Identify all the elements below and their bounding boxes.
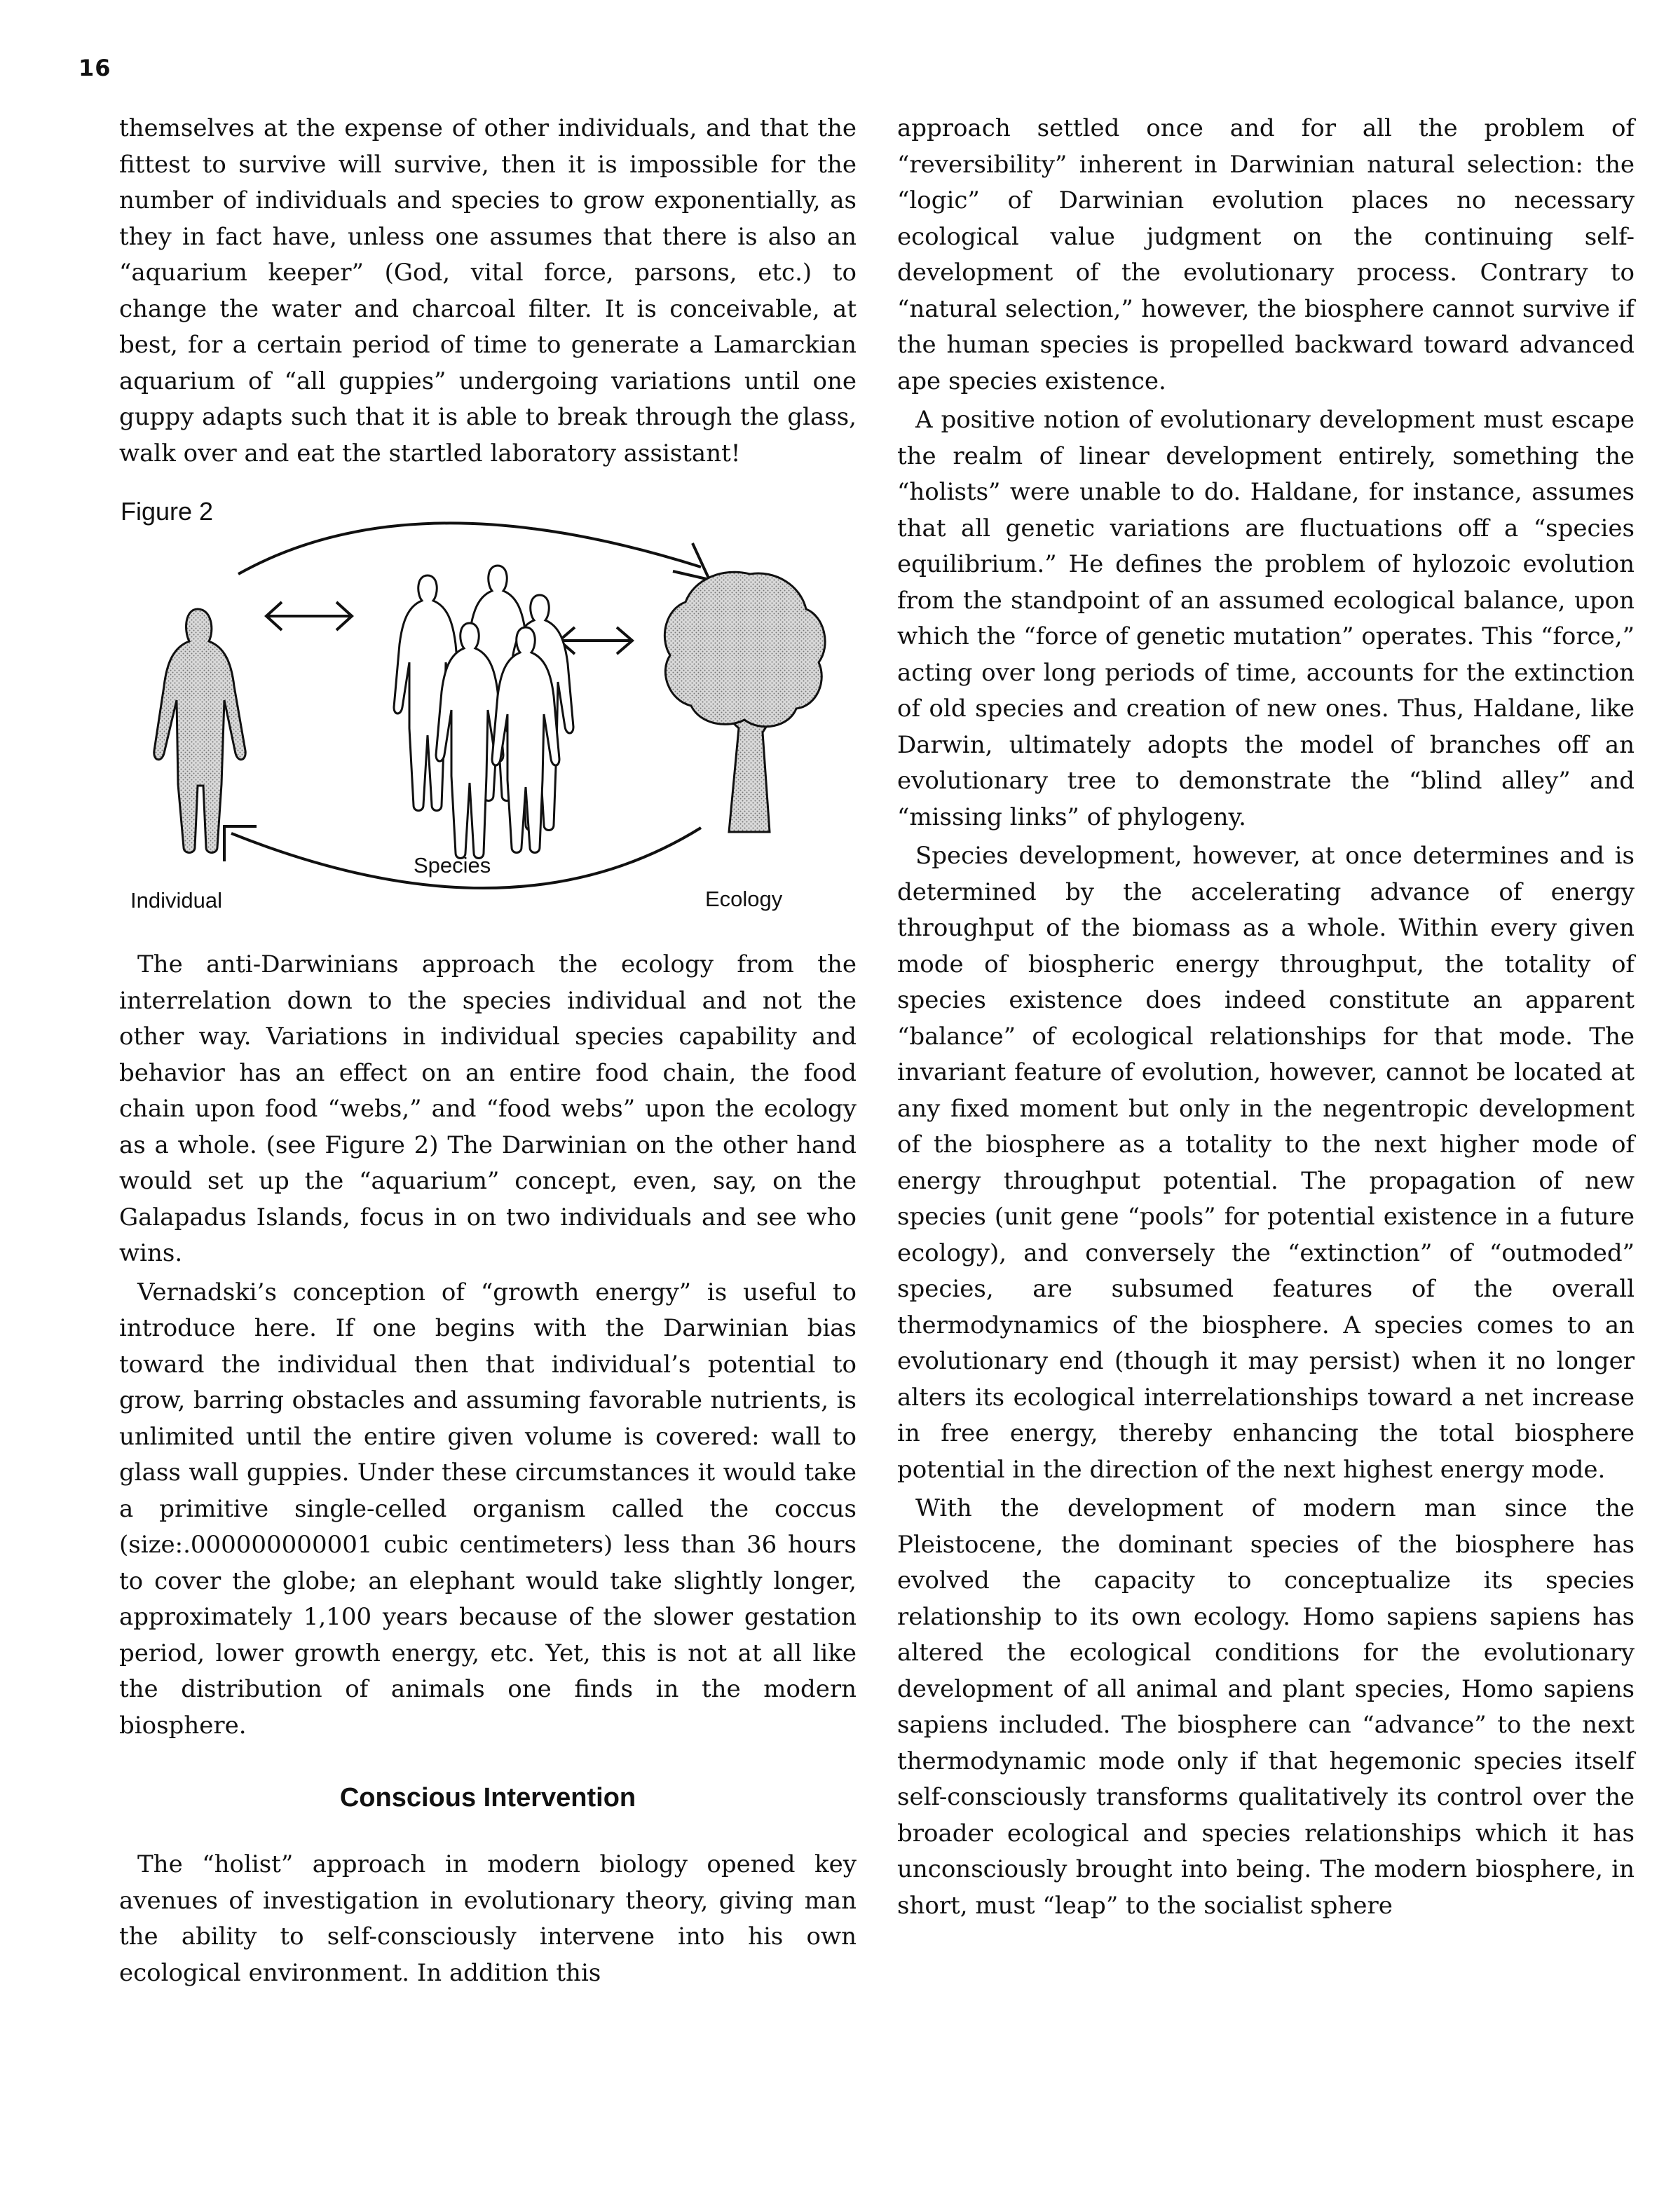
section-heading: Conscious Intervention xyxy=(339,1783,636,1812)
body-paragraph: Species development, however, at once determines and is determined by the accelerating advance of energy throughput of the biomass as a whole. Within every given mode of biospheric energy throughput, the totality of species existence does indeed constitute an apparent “balance” of ecological relationships for that mode. The invariant feature of evolution, however, cannot be located at any fixed moment but only in the negentropic development of the biosphere as a totality to the next higher mode of energy throughput potential. The propagation of new species (unit gene “pools” for potential existence in a future ecology), and conversely the “extinction” of “outmoded” species, are subsumed features of the overall thermodynamics of the biosphere. A species comes to an evolutionary end (though it may persist) when it no longer alters its ecological interrelationships toward a net increase in free energy, thereby enhancing the total biosphere potential in the direction of the next highest energy mode. xyxy=(897,842,1635,1484)
species-group-icon xyxy=(394,566,573,859)
page-number: 16 xyxy=(79,55,111,81)
body-paragraph: approach settled once and for all the problem of “reversibility” inherent in Darwinian natural selection: the “logic” of Darwinian evolution places no necessary ecological value judgment on the continuing self-development of the evolutionary process. Contrary to “natural selection,” however, the biosphere cannot survive if the human species is propelled backward toward advanced ape species existence. xyxy=(897,114,1635,395)
body-paragraph: A positive notion of evolutionary development must escape the realm of linear development entirely, something the “holists” were unable to do. Haldane, for instance, assumes that all genetic variations are fluctuations off a “species equilibrium.” He defines the problem of hylozoic evolution from the standpoint of an assumed ecological balance, upon which the “force of genetic mutation” operates. This “force,” acting over long periods of time, accounts for the extinction of old species and creation of new ones. Thus, Haldane, like Darwin, ultimately adopts the model of branches off an evolutionary tree to demonstrate the “blind alley” and “missing links” of phylogeny. xyxy=(897,406,1635,831)
right-column xyxy=(897,111,1635,1924)
body-paragraph: themselves at the expense of other individuals, and that the fittest to survive will survive, then it is impossible for the number of individuals and species to grow exponentially, as they in fact have, unless one assumes that there is also an “aquarium keeper” (God, vital force, parsons, etc.) to change the water and charcoal filter. It is conceivable, at best, for a certain period of time to generate a Lamarckian aquarium of “all guppies” undergoing variations until one guppy adapts such that it is able to break through the glass, walk over and eat the startled laboratory assistant! xyxy=(119,114,857,467)
figure-label-ecology: Ecology xyxy=(705,887,783,911)
individual-figure-icon xyxy=(154,609,245,853)
body-paragraph: With the development of modern man since the Pleistocene, the dominant species of the biosphere has evolved the capacity to conceptualize its species relationship to its own ecology. Homo sapiens sapiens has altered the ecological conditions for the evolutionary development of all animal and plant species, Homo sapiens sapiens included. The biosphere can “advance” to the next thermodynamic mode only if that hegemonic species itself self-consciously transforms qualitatively its control over the broader ecological and species relationships which it has unconsciously brought into being. The modern biosphere, in short, must “leap” to the socialist sphere xyxy=(897,1494,1635,1920)
body-paragraph: The “holist” approach in modern biology opened key avenues of investigation in evolutionary theory, giving man the ability to self-consciously intervene into his own ecological environment. In addition this xyxy=(119,1850,857,1987)
figure-label-individual: Individual xyxy=(130,888,222,913)
body-paragraph: The anti-Darwinians approach the ecology from the interrelation down to the species individual and not the other way. Variations in individual species capability and behavior has an effect on an entire food chain, the food chain upon food “webs,” and “food webs” upon the ecology as a whole. (see Figure 2) The Darwinian on the other hand would set up the “aquarium” concept, even, say, on the Galapadus Islands, focus in on two individuals and see who wins. xyxy=(119,950,857,1267)
figure-label-species: Species xyxy=(414,853,491,878)
tree-icon xyxy=(664,572,825,832)
figure-2 xyxy=(119,497,857,926)
body-paragraph: Vernadski’s conception of “growth energy” is useful to introduce here. If one begins with the Darwinian bias toward the individual then that individual’s potential to grow, barring obstacles and assuming favorable nutrients, is unlimited until the entire given volume is covered: wall to glass wall guppies. Under these circumstances it would take a primitive single-celled organism called the coccus (size:.000000000001 cubic centimeters) less than 36 hours to cover the globe; an elephant would take slightly longer, approximately 1,100 years because of the slower gestation period, lower growth energy, etc. Yet, this is not at all like the distribution of animals one finds in the modern biosphere. xyxy=(119,1278,857,1740)
figure-title: Figure 2 xyxy=(121,497,214,526)
left-column xyxy=(119,111,857,1991)
